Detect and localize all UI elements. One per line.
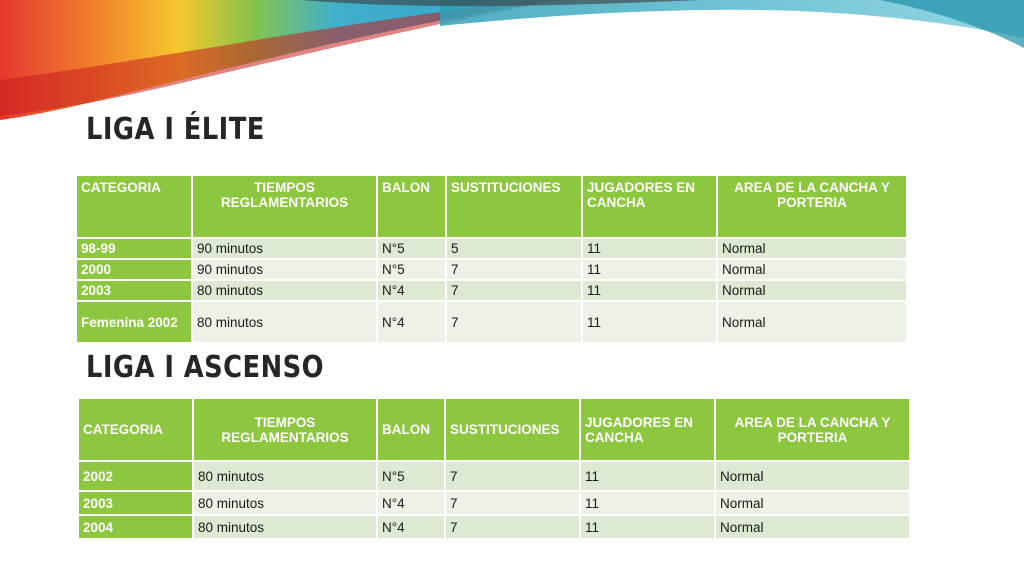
cell-balon: N°4	[377, 491, 445, 515]
liga-elite-table	[75, 174, 908, 344]
table-header-row	[76, 175, 907, 238]
header-balon: BALON	[377, 398, 445, 461]
table-row	[76, 238, 907, 259]
cell-area: Normal	[717, 301, 907, 343]
cell-area: Normal	[717, 238, 907, 259]
cell-balon: N°5	[377, 259, 446, 280]
cell-tiempos: 90 minutos	[192, 259, 377, 280]
table-row	[76, 280, 907, 301]
cell-sustituciones: 5	[446, 238, 582, 259]
cell-balon: N°5	[377, 238, 446, 259]
cell-categoria: 2003	[76, 280, 192, 301]
cell-balon: N°4	[377, 280, 446, 301]
header-jugadores: JUGADORES EN CANCHA	[580, 398, 715, 461]
cell-categoria: 2003	[78, 491, 193, 515]
cell-jugadores: 11	[580, 461, 715, 491]
cell-balon: N°4	[377, 515, 445, 539]
cell-area: Normal	[715, 491, 910, 515]
cell-tiempos: 80 minutos	[193, 491, 377, 515]
cell-sustituciones: 7	[445, 515, 580, 539]
header-categoria: CATEGORIA	[78, 398, 193, 461]
header-area: AREA DE LA CANCHA Y PORTERIA	[717, 175, 907, 238]
header-tiempos: TIEMPOS REGLAMENTARIOS	[192, 175, 377, 238]
table-row	[76, 301, 907, 343]
liga-elite-title: LIGA I ÉLITE	[86, 112, 265, 147]
cell-sustituciones: 7	[446, 280, 582, 301]
cell-tiempos: 80 minutos	[192, 280, 377, 301]
cell-jugadores: 11	[580, 515, 715, 539]
cell-sustituciones: 7	[445, 491, 580, 515]
cell-area: Normal	[717, 259, 907, 280]
cell-tiempos: 90 minutos	[192, 238, 377, 259]
cell-categoria: Femenina 2002	[76, 301, 192, 343]
cell-jugadores: 11	[582, 301, 717, 343]
liga-ascenso-title: LIGA I ASCENSO	[86, 350, 324, 385]
decorative-rainbow-swoosh	[0, 0, 1024, 130]
table-row	[78, 515, 910, 539]
header-sustituciones: SUSTITUCIONES	[445, 398, 580, 461]
cell-area: Normal	[715, 515, 910, 539]
cell-tiempos: 80 minutos	[193, 515, 377, 539]
table-header-row	[78, 398, 910, 461]
header-balon: BALON	[377, 175, 446, 238]
cell-categoria: 2000	[76, 259, 192, 280]
cell-jugadores: 11	[580, 491, 715, 515]
cell-tiempos: 80 minutos	[192, 301, 377, 343]
cell-area: Normal	[715, 461, 910, 491]
cell-categoria: 2002	[78, 461, 193, 491]
cell-area: Normal	[717, 280, 907, 301]
cell-jugadores: 11	[582, 238, 717, 259]
cell-categoria: 2004	[78, 515, 193, 539]
header-categoria: CATEGORIA	[76, 175, 192, 238]
table-row	[78, 491, 910, 515]
liga-ascenso-table	[77, 397, 911, 540]
cell-jugadores: 11	[582, 280, 717, 301]
cell-tiempos: 80 minutos	[193, 461, 377, 491]
cell-sustituciones: 7	[446, 301, 582, 343]
cell-categoria: 98-99	[76, 238, 192, 259]
cell-sustituciones: 7	[445, 461, 580, 491]
header-tiempos: TIEMPOS REGLAMENTARIOS	[193, 398, 377, 461]
cell-balon: N°5	[377, 461, 445, 491]
cell-jugadores: 11	[582, 259, 717, 280]
header-jugadores: JUGADORES EN CANCHA	[582, 175, 717, 238]
cell-balon: N°4	[377, 301, 446, 343]
header-sustituciones: SUSTITUCIONES	[446, 175, 582, 238]
table-row	[78, 461, 910, 491]
table-row	[76, 259, 907, 280]
header-area: AREA DE LA CANCHA Y PORTERIA	[715, 398, 910, 461]
cell-sustituciones: 7	[446, 259, 582, 280]
